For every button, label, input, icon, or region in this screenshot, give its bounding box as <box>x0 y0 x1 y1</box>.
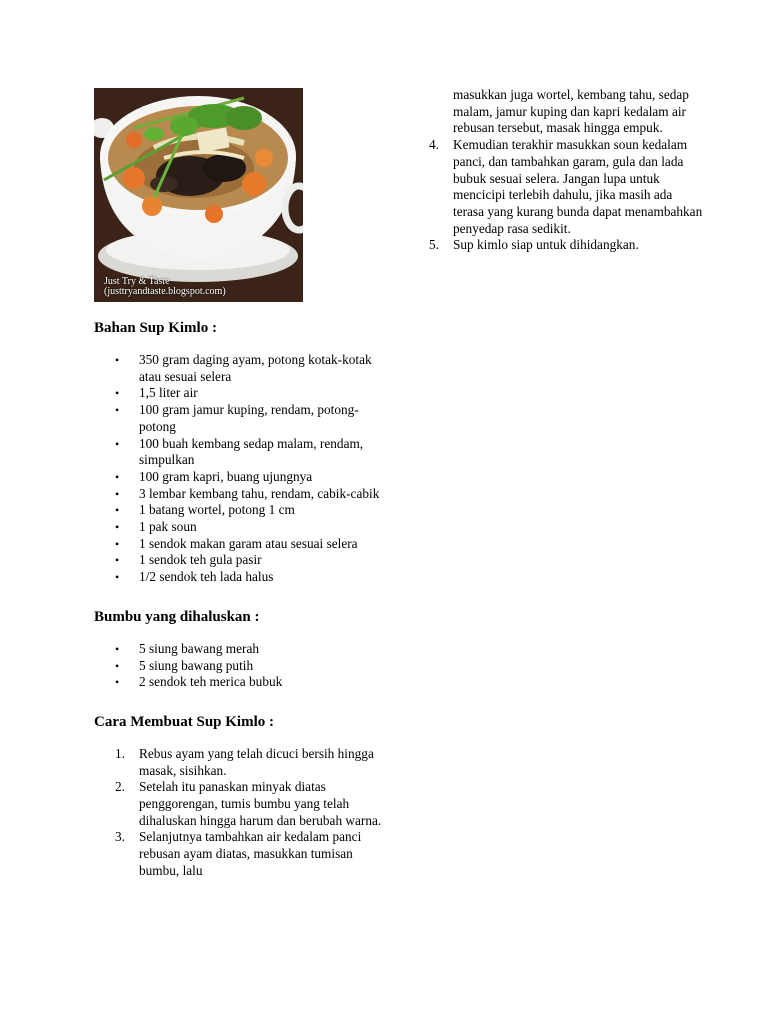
list-item <box>94 779 394 829</box>
list-item <box>94 746 394 779</box>
list-item: • 1,5 liter air <box>94 385 394 402</box>
list-item <box>423 87 703 137</box>
list-item <box>94 829 394 879</box>
list-item <box>423 137 703 237</box>
step-text: Kemudian terakhir masukkan soun kedalam panci, dan tambahkan garam, gula dan lada bubuk sesuai selera. Jangan lupa untuk mencicipi terlebih dahulu, jika masih ada terasa yang kurang bunda dapat menambahkan penyedap rasa sedikit. <box>453 137 703 236</box>
photo-caption-title: Just Try & Taste <box>104 276 170 287</box>
photo-caption-url: (justtryandtaste.blogspot.com) <box>104 286 226 297</box>
list-item: • 1 sendok makan garam atau sesuai selera <box>94 536 394 553</box>
soup-photo <box>94 88 303 302</box>
list-item: • 2 sendok teh merica bubuk <box>94 674 394 691</box>
list-item: • 100 gram kapri, buang ujungnya <box>94 469 394 486</box>
list-item: • 5 siung bawang putih <box>94 658 394 675</box>
step-number: 4. <box>429 137 439 153</box>
step-number: 5. <box>429 237 439 253</box>
spices-heading: Bumbu yang dihaluskan : <box>94 608 260 625</box>
step-text: Sup kimlo siap untuk dihidangkan. <box>453 237 639 253</box>
spices-list <box>94 641 394 691</box>
right-column <box>423 87 703 254</box>
list-item: • 100 gram jamur kuping, rendam, potong-potong <box>94 402 394 435</box>
step-text: Rebus ayam yang telah dicuci bersih hingga masak, sisihkan. <box>139 745 374 778</box>
list-item: • 5 siung bawang merah <box>94 641 394 658</box>
left-column <box>94 318 394 880</box>
step-number: 3. <box>115 829 125 845</box>
list-item: • 100 buah kembang sedap malam, rendam, simpulkan <box>94 436 394 469</box>
method-steps-continued <box>423 87 703 254</box>
list-item: • 3 lembar kembang tahu, rendam, cabik-cabik <box>94 486 394 503</box>
step-text: Setelah itu panaskan minyak diatas penggorengan, tumis bumbu yang telah dihaluskan hingga harum dan berubah warna. <box>139 779 382 828</box>
method-steps-list <box>94 746 394 880</box>
step-text: Selanjutnya tambahkan air kedalam panci rebusan ayam diatas, masukkan tumisan bumbu, lalu <box>139 829 362 878</box>
ingredients-heading: Bahan Sup Kimlo : <box>94 320 217 336</box>
list-item: • 1 pak soun <box>94 519 394 536</box>
photo-watermark <box>104 277 226 297</box>
list-item: • 1/2 sendok teh lada halus <box>94 569 394 586</box>
list-item <box>423 237 703 254</box>
list-item: • 1 batang wortel, potong 1 cm <box>94 502 394 519</box>
step-text: masukkan juga wortel, kembang tahu, sedap malam, jamur kuping dan kapri kedalam air rebusan tersebut, masak hingga empuk. <box>453 87 689 136</box>
soup-bowl-illustration <box>94 88 303 302</box>
method-heading: Cara Membuat Sup Kimlo : <box>94 713 274 730</box>
ingredients-list <box>94 352 394 586</box>
step-number: 1. <box>115 745 125 761</box>
step-number: 2. <box>115 779 125 795</box>
list-item: • 1 sendok teh gula pasir <box>94 552 394 569</box>
list-item: • 350 gram daging ayam, potong kotak-kotak atau sesuai selera <box>94 352 394 385</box>
